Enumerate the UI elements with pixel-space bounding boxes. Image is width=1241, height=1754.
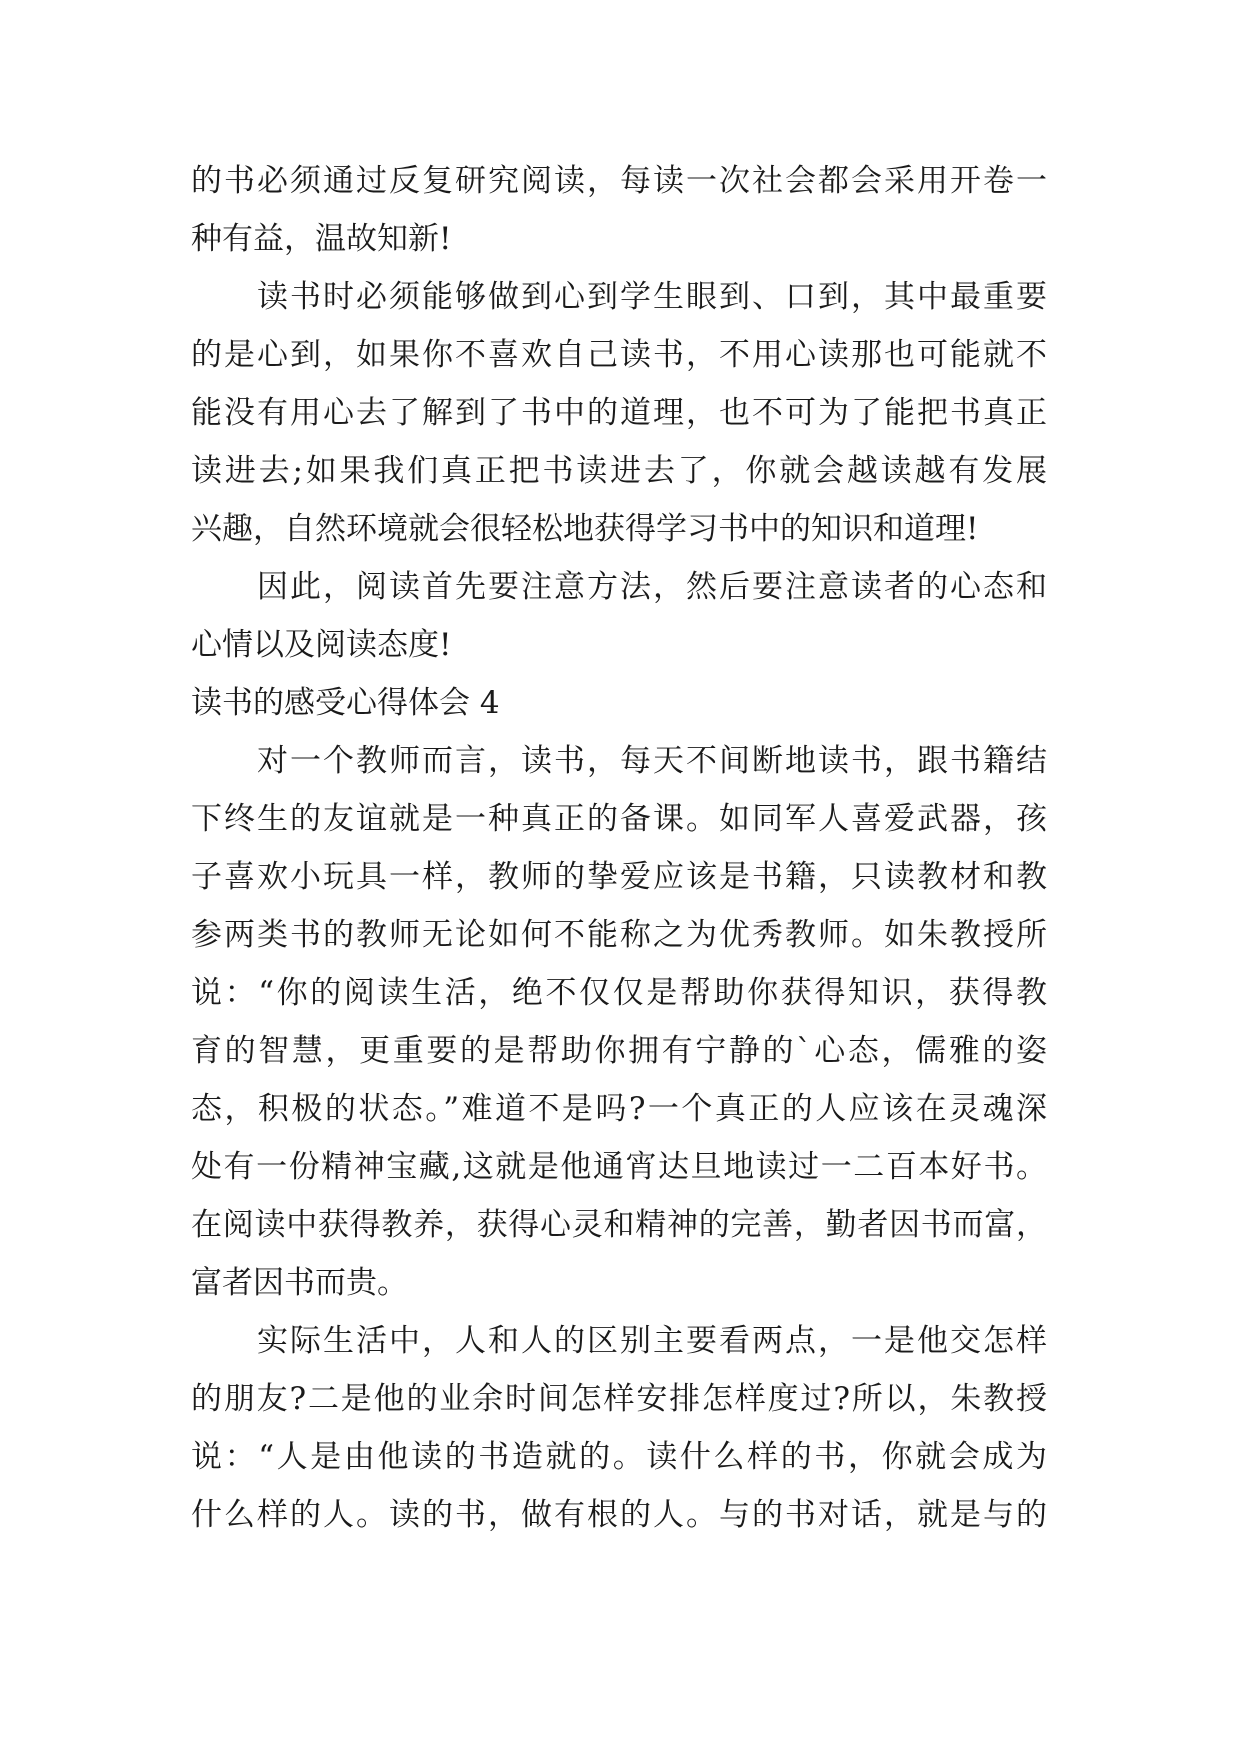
text-line: 心情以及阅读态度! — [191, 627, 452, 663]
text-line: 读书时必须能够做到心到学生眼到、口到，其中最重要 — [257, 279, 1047, 315]
text-line: 下终生的友谊就是一种真正的备课。如同军人喜爱武器，孩 — [191, 801, 1047, 837]
document-body — [191, 152, 1047, 1544]
text-line: 育的智慧，更重要的是帮助你拥有宁静的`心态，儒雅的姿 — [191, 1033, 1047, 1069]
text-line: 对一个教师而言，读书，每天不间断地读书，跟书籍结 — [257, 743, 1047, 779]
text-line: 读进去;如果我们真正把书读进去了，你就会越读越有发展 — [191, 453, 1047, 489]
text-line: 兴趣，自然环境就会很轻松地获得学习书中的知识和道理! — [191, 511, 979, 547]
text-line: 因此，阅读首先要注意方法，然后要注意读者的心态和 — [257, 569, 1047, 605]
text-line: 能没有用心去了解到了书中的道理，也不可为了能把书真正 — [191, 395, 1047, 431]
text-line: 处有一份精神宝藏,这就是他通宵达旦地读过一二百本好书。 — [191, 1149, 1047, 1185]
text-line: 什么样的人。读的书，做有根的人。与的书对话，就是与的 — [191, 1497, 1047, 1533]
text-line: 富者因书而贵。 — [191, 1265, 408, 1301]
text-line: 子喜欢小玩具一样，教师的挚爱应该是书籍，只读教材和教 — [191, 859, 1047, 895]
text-line: 态，积极的状态。”难道不是吗?一个真正的人应该在灵魂深 — [191, 1091, 1047, 1127]
text-line: 在阅读中获得教养，获得心灵和精神的完善，勤者因书而富， — [191, 1207, 1047, 1243]
text-line: 的书必须通过反复研究阅读，每读一次社会都会采用开卷一 — [191, 163, 1047, 199]
section-heading: 读书的感受心得体会 4 — [191, 685, 500, 721]
text-line: 种有益，温故知新! — [191, 221, 452, 257]
text-line: 说：“人是由他读的书造就的。读什么样的书，你就会成为 — [191, 1439, 1047, 1475]
text-line: 实际生活中，人和人的区别主要看两点，一是他交怎样 — [257, 1323, 1047, 1359]
text-line: 参两类书的教师无论如何不能称之为优秀教师。如朱教授所 — [191, 917, 1047, 953]
text-line: 的是心到，如果你不喜欢自己读书，不用心读那也可能就不 — [191, 337, 1047, 373]
text-line: 的朋友?二是他的业余时间怎样安排怎样度过?所以，朱教授 — [191, 1381, 1047, 1417]
text-line: 说：“你的阅读生活，绝不仅仅是帮助你获得知识，获得教 — [191, 975, 1047, 1011]
